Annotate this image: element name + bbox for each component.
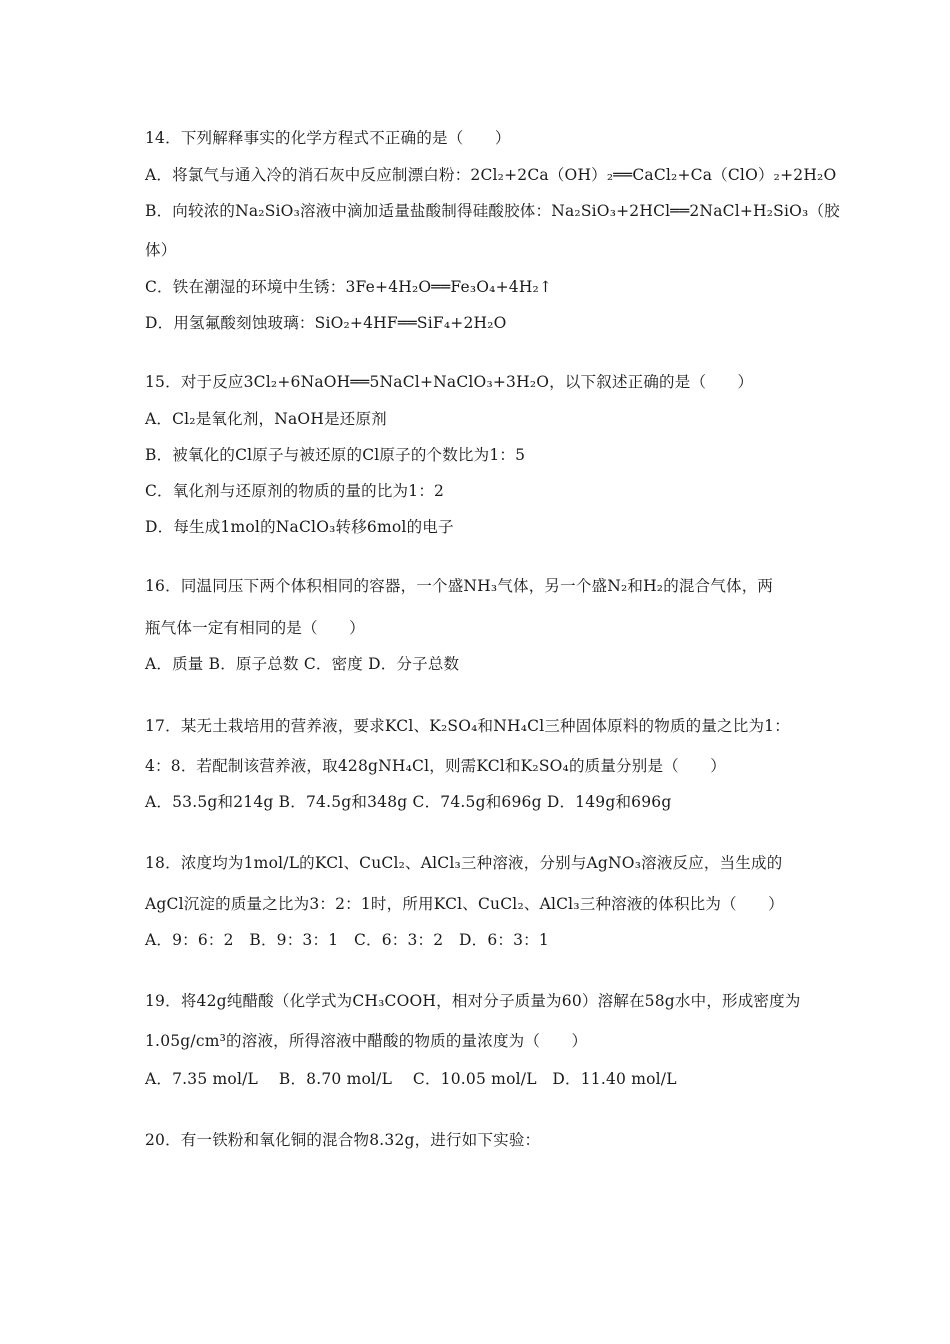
question-17-options: A．53.5g和214g B．74.5g和348g C．74.5g和696g D．149g和696g (145, 793, 672, 811)
question-18-options: A．9：6：2 B．9：3：1 C．6：3：2 D．6：3：1 (145, 931, 549, 949)
question-16-options: A．质量 B．原子总数 C．密度 D．分子总数 (145, 655, 460, 673)
question-19-options: A．7.35 mol/L B．8.70 mol/L C．10.05 mol/L D．11.40 mol/L (145, 1070, 677, 1088)
question-19-stem-continued: 1.05g/cm³的溶液，所得溶液中醋酸的物质的量浓度为（ ） (145, 1032, 588, 1050)
question-15-stem: 15．对于反应3Cl₂+6NaOH══5NaCl+NaClO₃+3H₂O，以下叙述正确的是（ ） (145, 373, 754, 391)
question-16-stem: 16．同温同压下两个体积相同的容器，一个盛NH₃气体，另一个盛N₂和H₂的混合气体，两 (145, 577, 774, 595)
question-16-stem-continued: 瓶气体一定有相同的是（ ） (145, 619, 365, 637)
question-17-stem-continued: 4：8．若配制该营养液，取428gNH₄Cl，则需KCl和K₂SO₄的质量分别是（ ） (145, 757, 726, 775)
question-19-stem: 19．将42g纯醋酸（化学式为CH₃COOH，相对分子质量为60）溶解在58g水中，形成密度为 (145, 992, 801, 1010)
question-17-stem: 17．某无土栽培用的营养液，要求KCl、K₂SO₄和NH₄Cl三种固体原料的物质的量之比为1： (145, 717, 790, 735)
question-14-option-b: B．向较浓的Na₂SiO₃溶液中滴加适量盐酸制得硅酸胶体：Na₂SiO₃+2HCl══2NaCl+H₂SiO₃（胶 (145, 202, 840, 220)
question-14-option-a: A．将氯气与通入冷的消石灰中反应制漂白粉：2Cl₂+2Ca（OH）₂══CaCl₂+Ca（ClO）₂+2H₂O (145, 166, 837, 184)
question-15-option-d: D．每生成1mol的NaClO₃转移6mol的电子 (145, 518, 454, 536)
question-18-stem: 18．浓度均为1mol/L的KCl、CuCl₂、AlCl₃三种溶液，分别与AgNO₃溶液反应，当生成的 (145, 854, 783, 872)
question-15-option-a: A．Cl₂是氧化剂，NaOH是还原剂 (145, 410, 387, 428)
question-18-stem-continued: AgCl沉淀的质量之比为3：2：1时，所用KCl、CuCl₂、AlCl₃三种溶液的体积比为（ ） (145, 895, 784, 913)
question-20-stem: 20．有一铁粉和氧化铜的混合物8.32g，进行如下实验： (145, 1131, 541, 1149)
question-14-stem: 14．下列解释事实的化学方程式不正确的是（ ） (145, 129, 511, 147)
question-15-option-c: C．氧化剂与还原剂的物质的量的比为1：2 (145, 482, 445, 500)
question-14-option-b-continued: 体） (145, 241, 177, 259)
question-15-option-b: B．被氧化的Cl原子与被还原的Cl原子的个数比为1：5 (145, 446, 526, 464)
question-14-option-d: D．用氢氟酸刻蚀玻璃：SiO₂+4HF══SiF₄+2H₂O (145, 314, 507, 332)
question-14-option-c: C．铁在潮湿的环境中生锈：3Fe+4H₂O══Fe₃O₄+4H₂↑ (145, 278, 553, 296)
